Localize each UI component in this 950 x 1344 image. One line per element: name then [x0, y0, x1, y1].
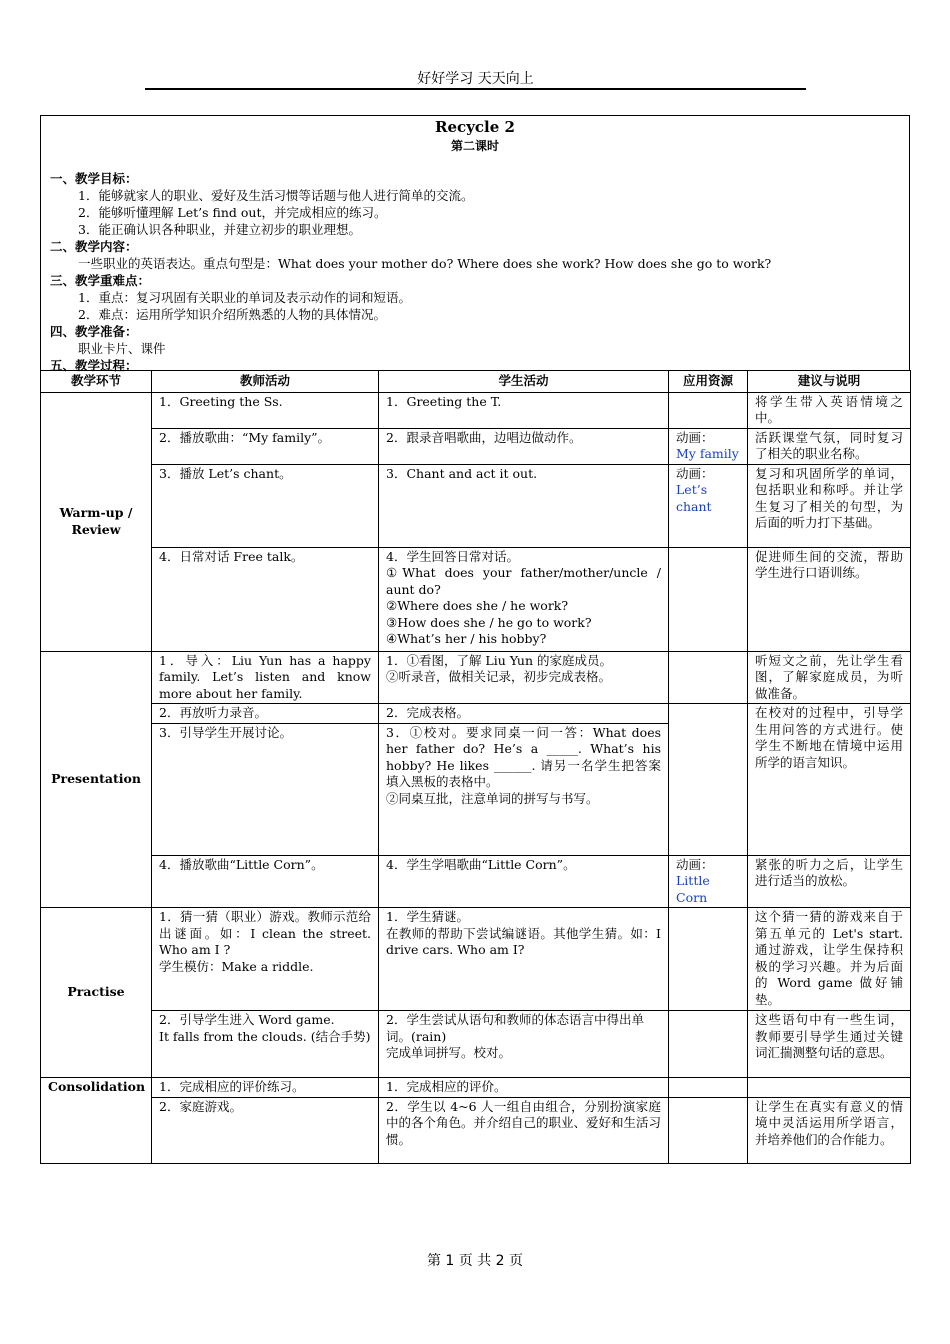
header-note: 建议与说明 [748, 371, 911, 393]
teacher-line: It falls from the clouds. (结合手势) [159, 1028, 371, 1044]
section-heading-keypoints: 三、教学重难点： [50, 273, 151, 288]
student-line: ③How does she / he go to work? [386, 614, 592, 630]
teacher-activity [152, 908, 379, 1011]
resource-cell [669, 547, 748, 651]
resource-link-little-corn[interactable]: Little Corn [676, 873, 710, 905]
document-subtitle: 第二课时 [450, 139, 499, 153]
student-line: 3．①校对。要求同桌一问一答：What does her father do? He’s a _____. What’s his hobby? He likes ______. 请另一名学生把答案填入黑板的表格中。 [386, 724, 661, 789]
resource-cell [669, 704, 748, 856]
student-activity: 1．完成相应的评价。 [379, 1078, 669, 1098]
header-teacher: 教师活动 [152, 371, 379, 393]
student-line: 2．学生尝试从语句和教师的体态语言中得出单词。(rain) [386, 1012, 644, 1044]
page-header: 好好学习 天天向上 [417, 71, 534, 87]
teacher-activity: 3．引导学生开展讨论。 [152, 723, 379, 855]
teacher-activity: 3．播放 Let’s chant。 [152, 464, 379, 547]
student-activity: 2．跟录音唱歌曲，边唱边做动作。 [379, 428, 669, 464]
teacher-activity: 1．导入：Liu Yun has a happy family. Let’s listen and know more about her family. [152, 651, 379, 704]
prep-item: 职业卡片、课件 [78, 341, 166, 356]
goal-item: 3．能正确认识各种职业，并建立初步的职业理想。 [78, 222, 361, 237]
student-activity: 4．学生学唱歌曲“Little Corn”。 [379, 855, 669, 908]
note-cell: 复习和巩固所学的单词，包括职业和称呼。并让学生复习了相关的句型，为后面的听力打下基础。 [748, 464, 911, 547]
teacher-activity: 1．完成相应的评价练习。 [152, 1078, 379, 1098]
document-title: Recycle 2 [435, 118, 515, 136]
table-row [41, 651, 911, 704]
note-cell: 将学生带入英语情境之中。 [748, 392, 911, 428]
resource-cell [669, 464, 748, 547]
resource-label: 动画： [676, 465, 714, 481]
student-activity [379, 547, 669, 651]
student-line: ④What’s her / his hobby? [386, 631, 547, 646]
teacher-line: 1．猜一猜（职业）游戏。教师示范给出谜面。如：I clean the street. Who am I ? [159, 909, 371, 957]
note-cell: 听短文之前，先让学生看图，了解家庭成员，为听做准备。 [748, 651, 911, 704]
header-student: 学生活动 [379, 371, 669, 393]
student-line: ②听录音，做相关记录，初步完成表格。 [386, 669, 612, 684]
section-heading-content: 二、教学内容： [50, 239, 138, 254]
resource-cell [669, 651, 748, 704]
note-cell: 这些语句中有一些生词，教师要引导学生通过关键词汇揣测整句话的意思。 [748, 1011, 911, 1078]
header-stage: 教学环节 [41, 371, 152, 393]
student-line: ②Where does she / he work? [386, 598, 569, 613]
teacher-activity: 2．家庭游戏。 [152, 1097, 379, 1163]
student-activity [379, 651, 669, 704]
note-cell: 促进师生间的交流，帮助学生进行口语训练。 [748, 547, 911, 651]
teacher-activity: 4．播放歌曲“Little Corn”。 [152, 855, 379, 908]
header-rule [145, 88, 806, 90]
student-line: 在教师的帮助下尝试编谜语。其他学生猜。如：I drive cars. Who am I? [386, 925, 661, 957]
teacher-line: 2．引导学生进入 Word game. [159, 1012, 335, 1027]
student-activity [379, 723, 669, 855]
note-cell: 活跃课堂气氛，同时复习了相关的职业名称。 [748, 428, 911, 464]
student-line: ②同桌互批，注意单词的拼写与书写。 [386, 790, 599, 806]
student-line: 1．①看图，了解 Liu Yun 的家庭成员。 [386, 652, 612, 668]
teacher-line: 学生模仿：Make a riddle. [159, 958, 314, 974]
table-row [41, 464, 911, 547]
student-line: 1．学生猜谜。 [386, 909, 469, 924]
table-row [41, 1078, 911, 1098]
teacher-activity: 1．Greeting the Ss. [152, 392, 379, 428]
goal-item: 2．能够听懂理解 Let’s find out，并完成相应的练习。 [78, 205, 387, 220]
table-row [41, 1097, 911, 1163]
student-activity: 2．完成表格。 [379, 704, 669, 724]
resource-link-my-family[interactable]: My family [676, 446, 739, 461]
resource-cell [669, 1078, 748, 1098]
stage-warmup: Warm-up / Review [41, 392, 152, 651]
student-activity: 3．Chant and act it out. [379, 464, 669, 547]
keypoint-item: 1．重点：复习巩固有关职业的单词及表示动作的词和短语。 [78, 290, 411, 305]
stage-consolidation: Consolidation [41, 1078, 152, 1164]
teacher-activity: 2．再放听力录音。 [152, 704, 379, 724]
table-header-row [41, 371, 911, 393]
student-line: 完成单词拼写。校对。 [386, 1045, 512, 1060]
resource-cell [669, 392, 748, 428]
note-cell: 让学生在真实有意义的情境中灵活运用所学语言，并培养他们的合作能力。 [748, 1097, 911, 1163]
section-heading-process: 五、教学过程： [50, 358, 138, 373]
header-resource: 应用资源 [669, 371, 748, 393]
student-line: ①What does your father/mother/uncle / aunt do? [386, 565, 661, 597]
teacher-activity [152, 1011, 379, 1078]
stage-presentation: Presentation [41, 651, 152, 908]
objectives-section [50, 170, 900, 374]
section-heading-goals: 一、教学目标： [50, 171, 138, 186]
goal-item: 1．能够就家人的职业、爱好及生活习惯等话题与他人进行简单的交流。 [78, 188, 474, 203]
resource-label: 动画： [676, 856, 714, 872]
table-row [41, 855, 911, 908]
table-row [41, 428, 911, 464]
page-footer: 第 1 页 共 2 页 [426, 1253, 524, 1269]
stage-practise: Practise [41, 908, 152, 1078]
table-row [41, 392, 911, 428]
resource-label: 动画： [676, 429, 714, 445]
teacher-activity: 2．播放歌曲：“My family”。 [152, 428, 379, 464]
table-row [41, 1011, 911, 1078]
note-cell: 在校对的过程中，引导学生用问答的方式进行。使学生不断地在情境中运用所学的语言知识。 [748, 704, 911, 856]
resource-cell [669, 428, 748, 464]
table-row [41, 908, 911, 1011]
student-activity: 2．学生以 4~6 人一组自由组合，分别扮演家庭中的各个角色。并介绍自己的职业、爱好和生活习惯。 [379, 1097, 669, 1163]
resource-cell [669, 1097, 748, 1163]
keypoint-item: 2．难点：运用所学知识介绍所熟悉的人物的具体情况。 [78, 307, 386, 322]
table-row [41, 547, 911, 651]
note-cell: 这个猜一猜的游戏来自于第五单元的 Let's start. 通过游戏，让学生保持积极的学习兴趣。并为后面的 Word game 做好铺垫。 [748, 908, 911, 1011]
note-cell: 紧张的听力之后，让学生进行适当的放松。 [748, 855, 911, 908]
student-line: 4．学生回答日常对话。 [386, 548, 519, 564]
lesson-process-table [40, 370, 911, 1164]
resource-cell [669, 855, 748, 908]
resource-cell [669, 1011, 748, 1078]
table-row [41, 704, 911, 724]
resource-link-lets-chant[interactable]: Let’s chant [676, 482, 712, 514]
teacher-activity: 4．日常对话 Free talk。 [152, 547, 379, 651]
student-activity: 1．Greeting the T. [379, 392, 669, 428]
content-item: 一些职业的英语表达。重点句型是：What does your mother do? Where does she work? How does she go to work? [78, 256, 772, 271]
resource-cell [669, 908, 748, 1011]
section-heading-prep: 四、教学准备： [50, 324, 138, 339]
student-activity [379, 1011, 669, 1078]
note-cell [748, 1078, 911, 1098]
student-activity [379, 908, 669, 1011]
